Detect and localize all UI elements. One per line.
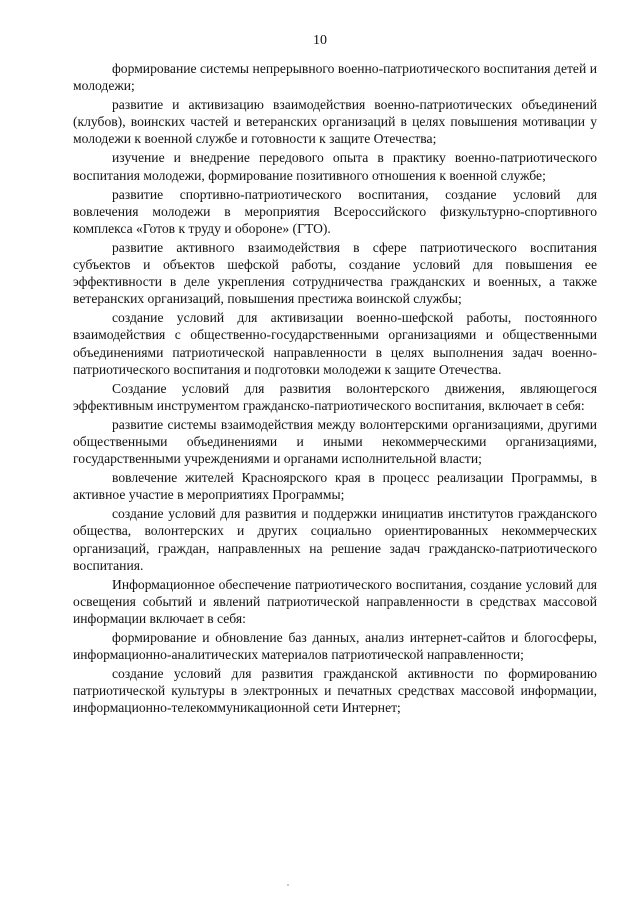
paragraph: создание условий для активизации военно-шефской работы, постоянного взаимодействия с общественно-государственными организациями и общественными объединениями патриотической направленности в целях выполнения задач военно-патриотического воспитания и подготовки молодежи к защите Отечества.: [73, 310, 597, 377]
paragraph: формирование системы непрерывного военно-патриотического воспитания детей и молодежи;: [73, 61, 597, 94]
body-text: [73, 60, 597, 718]
paragraph: развитие системы взаимодействия между волонтерскими организациями, другими общественными объединениями и иными некоммерческими организациями, государственными учреждениями и органами исполнительной власти;: [73, 416, 597, 467]
paragraph: Создание условий для развития волонтерского движения, являющегося эффективным инструментом гражданско-патриотического воспитания, включает в себя:: [73, 380, 597, 413]
paragraph: изучение и внедрение передового опыта в практику военно-патриотического воспитания молодежи, формирование позитивного отношения к военной службе;: [73, 150, 597, 183]
paragraph: создание условий для развития и поддержки инициатив институтов гражданского общества, волонтерских и других социально ориентированных некоммерческих организаций, граждан, направленных на решение задач гражданско-патриотического воспитания.: [73, 506, 597, 573]
paragraph: создание условий для развития гражданской активности по формированию патриотической культуры в электронных и печатных средствах массовой информации, информационно-телекоммуникационной сети Интернет;: [73, 666, 597, 716]
paragraph: формирование и обновление баз данных, анализ интернет-сайтов и блогосферы, информационно-аналитических материалов патриотической направленности;: [73, 630, 597, 663]
paragraph: Информационное обеспечение патриотического воспитания, создание условий для освещения событий и явлений патриотической направленности в средствах массовой информации включает в себя:: [73, 576, 597, 626]
paragraph: развитие спортивно-патриотического воспитания, создание условий для вовлечения молодежи в мероприятия Всероссийского физкультурно-спортивного комплекса «Готов к труду и обороне» (ГТО).: [73, 186, 597, 236]
paragraph: развитие активного взаимодействия в сфере патриотического воспитания субъектов и объектов шефской работы, создание условий для повышения ее эффективности в деле укрепления сотрудничества гражданских и военных, а также ветеранских организаций, повышения престижа воинской службы;: [73, 239, 597, 307]
paragraph: развитие и активизацию взаимодействия военно-патриотических объединений (клубов), воинских частей и ветеранских организаций в целях повышения мотивации у молодежи к военной службе и готовности к защите Отечества;: [73, 97, 597, 147]
scan-speck: [287, 884, 289, 886]
paragraph: вовлечение жителей Красноярского края в процесс реализации Программы, в активное участие в мероприятиях Программы;: [73, 470, 597, 503]
page-number: 10: [313, 33, 327, 48]
